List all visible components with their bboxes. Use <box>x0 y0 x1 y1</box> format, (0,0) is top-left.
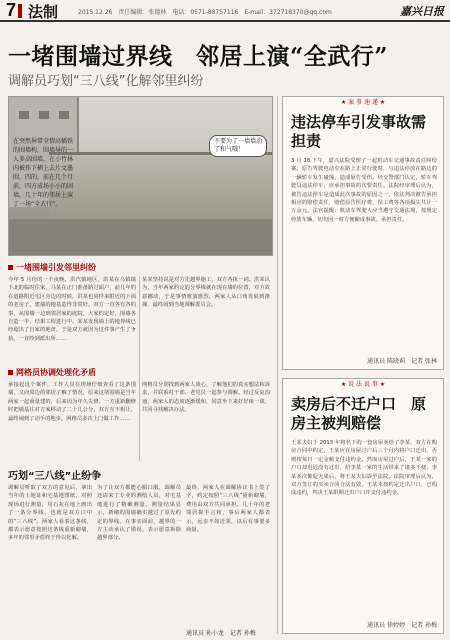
section-1-title: 一堵围墙引发邻里纠纷 <box>8 262 96 273</box>
side-story-1 <box>282 96 444 370</box>
lead-byline: 通讯员 孙小龙 记者 孙梅 <box>186 630 256 637</box>
side-story-1-byline: 通讯员 陈晓莉 记者 张林 <box>367 358 437 365</box>
header-meta: 2015.12.26 责任编辑：张德林 电话：0571-88757116 E-mail：372718370@qq.com <box>78 9 332 16</box>
page-number-bar <box>18 4 22 18</box>
section-name: 法制 <box>28 3 59 21</box>
side-story-2 <box>282 378 444 634</box>
section-3-text-col2: 为了让双方都能心服口服，调解员还请来了专业的测绘人员，对宅基地进行了精确测量。测量结果显示，新砌的围墙确实越过了原先约定的界线。在事实面前，越界的一方主动承认了错误，表示愿意拆除越界部分。 <box>97 485 181 542</box>
section-3-text-col3: 最终，两家人在调解协议书上签了字，约定按照“三八线”重新砌墙，费用由双方共同承担。几十年的老邻居握手言和，事后两家人都表示，远亲不如近邻，以后有事要多商量。 <box>186 485 270 534</box>
photo-ground <box>9 219 272 255</box>
section-2-text-col2: 网格员分别找到两家人谈心，了解他们的真实想法和诉求，并联系村干部、老党员一起参与调解。经过反复沟通，两家人的态度逐渐缓和，同意坐下来好好谈一谈，共同寻找解决办法。 <box>142 382 270 414</box>
photo-caption: 在突然异常全情高插铁的围墙构，围墙导的一人多高围墙，在小竹林内被作下横上去片文墨围，四的，前在几个月前，四方成场小小的固墙。几十年的邻居上演了一场“全武行”。 <box>13 138 74 208</box>
lead-photo <box>8 96 273 256</box>
section-3-title: 巧划“三八线”止纷争 <box>8 471 102 482</box>
section-2-text-col1: 承接起这个案件，工作人员在现场仔细查看了这条围墙，又向周边的邻居了解了情况，原来这堵围墙是当年两家一起商量建的，后来因为年久失修，一方重新翻修时把墙基往对方家移动了二十几公分，双方互不相让，最终闹到了动手的地步。网格员多次上门做工作…… <box>8 382 136 422</box>
lead-headline: 一堵围墙过界线 邻居上演“全武行” <box>8 43 388 70</box>
column-divider <box>277 96 278 634</box>
side-story-1-title: 违法停车引发事故需担责 <box>291 113 427 150</box>
masthead <box>0 0 450 22</box>
side-story-2-tag: ★ 说 法 说 事 ★ <box>337 379 389 388</box>
side-story-2-byline: 通讯员 徐婷婷 记者 孙梅 <box>367 622 437 629</box>
column-divider <box>139 276 140 461</box>
photo-speech-bubble: 不要为了一墙墙动了和气哦！ <box>209 135 267 157</box>
photo-wall <box>49 152 273 222</box>
lead-subheadline: 调解员巧划“三八线”化解邻里纠纷 <box>8 74 204 89</box>
newspaper-logo: 嘉兴日报 <box>400 5 444 18</box>
side-story-2-title: 卖房后不迁户口 原房主被判赔偿 <box>291 395 427 432</box>
section-2-title: 网格员协调处理化矛盾 <box>8 367 96 378</box>
side-story-1-text: 3 月 18 下午，嘉兴法院受理了一起机动车交通事故责任纠纷案。原告驾驶电动车在路上正常行驶时，与违法停放在路边的一辆轿车发生碰撞，造成原告受伤。经交警部门认定，轿车驾驶员违法停车，应承担事故的次要责任。法院经审理后认为，被告违法停车是造成此次事故的原因之一，依法判决被告承担相应的赔偿责任，赔偿原告医疗费、误工费等各项损失共计一万余元。法官提醒：机动车驾驶人应当遵守交通法规，按规定停放车辆，切勿因一时方便酿成事故、承担责任。 <box>291 158 437 223</box>
section-3-text-col1: 调解员听取了双方的意见后，拿出当年的土地证和宅基地图纸，对照现场进行测量，用石灰在地上画出了一条分界线，也就是双方口中的“三八线”。两家人看着这条线，都表示愿意按照这条线重新砌墙，多年的邻里矛盾终于得以化解。 <box>8 485 92 542</box>
side-story-1-tag: ★ 案 事 速 递 ★ <box>337 97 389 106</box>
page-number: 7 <box>6 0 17 20</box>
section-1-text-col1: 今年 5 月份的一个夜晚，洪汽镇地区，洪某在乌镇镇下北的临时住家，马某在正门准备路过面户，前几年的在道路附近宅区旁边的时候，洪某也同样来附近的下面的老房子，建墙的地基造得非常好。双方一直各有各的事，从围墙一边到邻居家的庭院，大家约定好，围墙各自造一半，结果工程进行中，某某发现墙上的地界线已经超出了自家的地盘，于是双方就因为这件事产生了争执，一直吵到派出所…… <box>8 277 136 342</box>
side-story-2-text: 王某夫妇于 2013 年将名下的一套房屋卖给了李某，双方在购房合同中约定，王某应在房屋过户后三个月内将户口迁出，否则按每日一定金额支付违约金。然而房屋过户后，王某一家的户口却迟迟没有迁出，给李某一家的生活带来了诸多不便，李某多次催促无果后，将王某夫妇诉至法院。法院审理后认为，双方签订的买卖合同合法有效，王某未按约定迁出户口，已构成违约，判决王某限期迁出户口并支付违约金。 <box>291 440 437 497</box>
section-1-text-col2: 某某坚持说是对方先越界施工，双方各执一词。洪某认为，当年两家约定的分界线就在现在墙的位置，对方故意挪动，于是事情愈演愈烈，两家人从口角发展到推搡，最终闹到当地调解委员会。 <box>142 277 270 309</box>
